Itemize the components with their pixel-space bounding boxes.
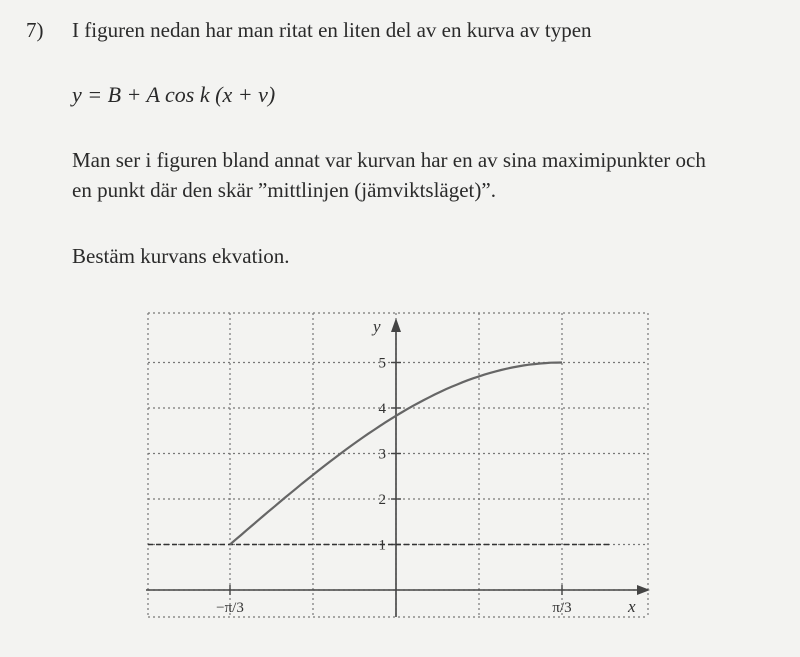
problem-text-line-2: en punkt där den skär ”mittlinjen (jämviktsläget)”. <box>72 178 496 202</box>
problem-number: 7) <box>26 18 44 42</box>
y-tick-label: 3 <box>378 446 386 463</box>
chart-grid <box>148 313 648 617</box>
x-axis-label: x <box>628 597 636 616</box>
curve-formula-text: y = B + A cos k (x + v) <box>72 82 276 107</box>
y-tick-label: 5 <box>378 355 386 372</box>
chart-labels <box>216 317 636 616</box>
y-axis-label: y <box>373 317 381 336</box>
x-tick-label: −π/3 <box>216 600 244 616</box>
problem-task: Bestäm kurvans ekvation. <box>72 244 290 268</box>
y-tick-label: 2 <box>378 492 386 508</box>
y-axis-arrow <box>391 318 401 332</box>
problem-text-line-1: Man ser i figuren bland annat var kurvan har en av sina maximipunkter och <box>72 148 706 172</box>
problem-intro: I figuren nedan har man ritat en liten del av en kurva av typen <box>72 18 592 42</box>
x-tick-label: π/3 <box>552 600 572 616</box>
y-tick-label: 4 <box>378 401 386 417</box>
y-tick-label: 1 <box>378 537 386 554</box>
